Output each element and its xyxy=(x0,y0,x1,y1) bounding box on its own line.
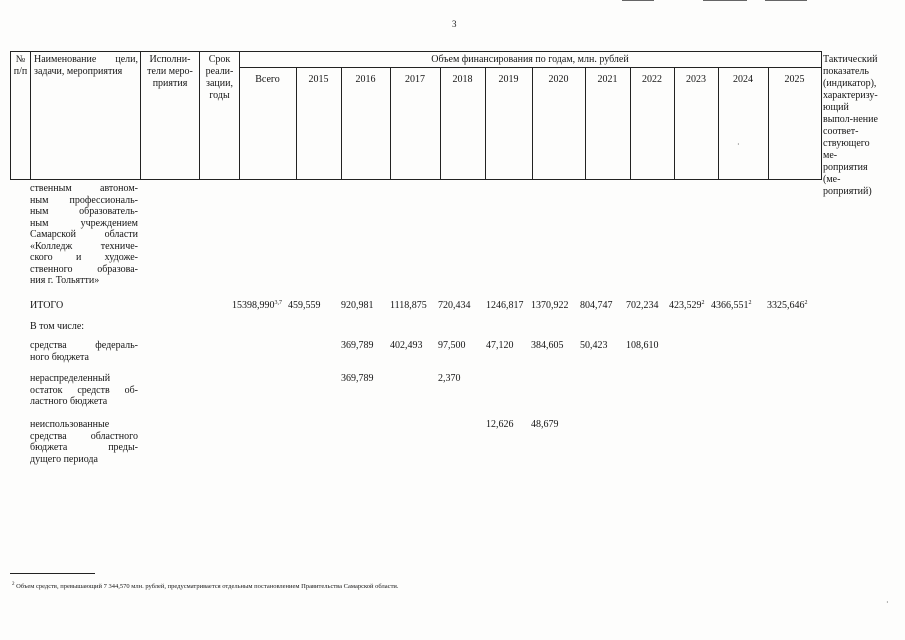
footnote-ref: 3,7 xyxy=(274,300,282,306)
text-line: «Колледж техниче- xyxy=(30,240,138,252)
table-cell-value: 459,559 xyxy=(288,300,321,311)
table-cell-value: 48,679 xyxy=(531,419,559,430)
header-year-2024: 2024 xyxy=(733,74,753,85)
table-cell-value: 97,500 xyxy=(438,340,466,351)
page-number: 3 xyxy=(452,19,457,29)
text-line: неиспользованные xyxy=(30,419,110,430)
scan-line xyxy=(765,0,807,1)
text-line: средства областного xyxy=(30,430,138,442)
table-cell-value: 402,493 xyxy=(390,340,423,351)
header-year-2023: 2023 xyxy=(686,74,706,85)
table-cell-value: 12,626 xyxy=(486,419,514,430)
table-cell-value: 47,120 xyxy=(486,340,514,351)
table-cell-value: 108,610 xyxy=(626,340,659,351)
table-cell-value: 804,747 xyxy=(580,300,613,311)
header-col-term: Срок реали-зации, годы xyxy=(205,54,234,101)
text-line: ным учреждением xyxy=(30,217,138,229)
table-cell-value: 384,605 xyxy=(531,340,564,351)
header-year-2021: 2021 xyxy=(597,74,618,85)
header-year-2017: 2017 xyxy=(405,74,425,85)
text-line: Самарской области xyxy=(30,229,138,240)
header-col-name: Наименование цели, задачи, мероприятия xyxy=(34,54,138,77)
row-label-unused xyxy=(30,419,138,465)
text-line: ственным автоном- xyxy=(30,183,138,194)
table-cell-value: 3325,646$^2$ xyxy=(767,300,808,311)
header-col-total: Всего xyxy=(255,74,280,85)
footnote xyxy=(12,583,399,591)
text-line: нераспределенный xyxy=(30,373,111,384)
table-cell-value: 920,981 xyxy=(341,300,374,311)
table-cell-value: 1246,817 xyxy=(486,300,524,311)
row-label-unallocated xyxy=(30,373,138,408)
footnote-ref: 2 xyxy=(701,300,705,306)
header-year-2020: 2020 xyxy=(548,74,569,85)
text-line: ского и художе- xyxy=(30,252,138,263)
table-cell-value: 2,370 xyxy=(438,373,461,384)
text-line: бюджета преды- xyxy=(30,442,138,453)
text-line: средства федераль- xyxy=(30,340,138,351)
header-col-executor: Исполни-тели меро-приятия xyxy=(147,54,193,89)
continuation-text xyxy=(30,183,138,287)
header-year-2016: 2016 xyxy=(355,74,376,85)
table-cell-value: 423,529$^2$ xyxy=(669,300,705,311)
text-line: дущего периода xyxy=(30,453,98,465)
header-year-2018: 2018 xyxy=(452,74,473,85)
header-col-no: № п/п xyxy=(13,54,28,77)
text-line: остаток средств об- xyxy=(30,384,138,396)
table-cell-value: 4366,551$^2$ xyxy=(711,300,752,311)
header-year-2015: 2015 xyxy=(308,74,329,85)
scan-mark: · xyxy=(737,140,740,149)
footnote-separator xyxy=(10,573,95,574)
scan-line xyxy=(703,0,747,1)
text-line: ного бюджета xyxy=(30,351,89,363)
text-line: ным профессиональ- xyxy=(30,194,138,206)
table-cell-value: 1370,922 xyxy=(531,300,569,311)
table-cell-value: 720,434 xyxy=(438,300,471,311)
footnote-ref: 2 xyxy=(748,300,752,306)
text-line: ственного образова- xyxy=(30,263,138,275)
footnote-ref: 2 xyxy=(804,300,808,306)
text-line: ИТОГО xyxy=(30,300,64,311)
row-label-including xyxy=(30,321,138,333)
table-cell-value: 702,234 xyxy=(626,300,659,311)
footnote-text: Объем средств, превышающий 7 344,570 млн. рублей, предусматривается отдельным постановлением Правительства Самарской области. xyxy=(16,583,399,590)
header-year-2019: 2019 xyxy=(498,74,519,85)
row-label-total xyxy=(30,300,138,312)
header-year-2022: 2022 xyxy=(642,74,662,85)
table-cell-value: 369,789 xyxy=(341,340,374,351)
header-year-2025: 2025 xyxy=(784,74,805,85)
header-col-indicator: Тактический показатель (индикатор), характеризу-ющий выпол-нение соответ-ствующего ме-роприятия (ме-роприятий) xyxy=(823,54,878,197)
footnote-mark: 2 xyxy=(12,582,15,587)
table-cell-value: 15398,990$^{3,7}$ xyxy=(232,300,282,311)
scan-line xyxy=(622,0,654,1)
text-line: В том числе: xyxy=(30,321,85,332)
text-line: ным образователь- xyxy=(30,206,138,217)
header-col-funding: Объем финансирования по годам, млн. рублей xyxy=(431,54,629,65)
text-line: ластного бюджета xyxy=(30,396,108,407)
row-label-federal xyxy=(30,340,138,363)
scan-mark: · xyxy=(886,598,889,607)
table-cell-value: 1118,875 xyxy=(390,300,427,311)
text-line: ния г. Тольятти» xyxy=(30,275,100,286)
table-cell-value: 369,789 xyxy=(341,373,374,384)
table-cell-value: 50,423 xyxy=(580,340,608,351)
